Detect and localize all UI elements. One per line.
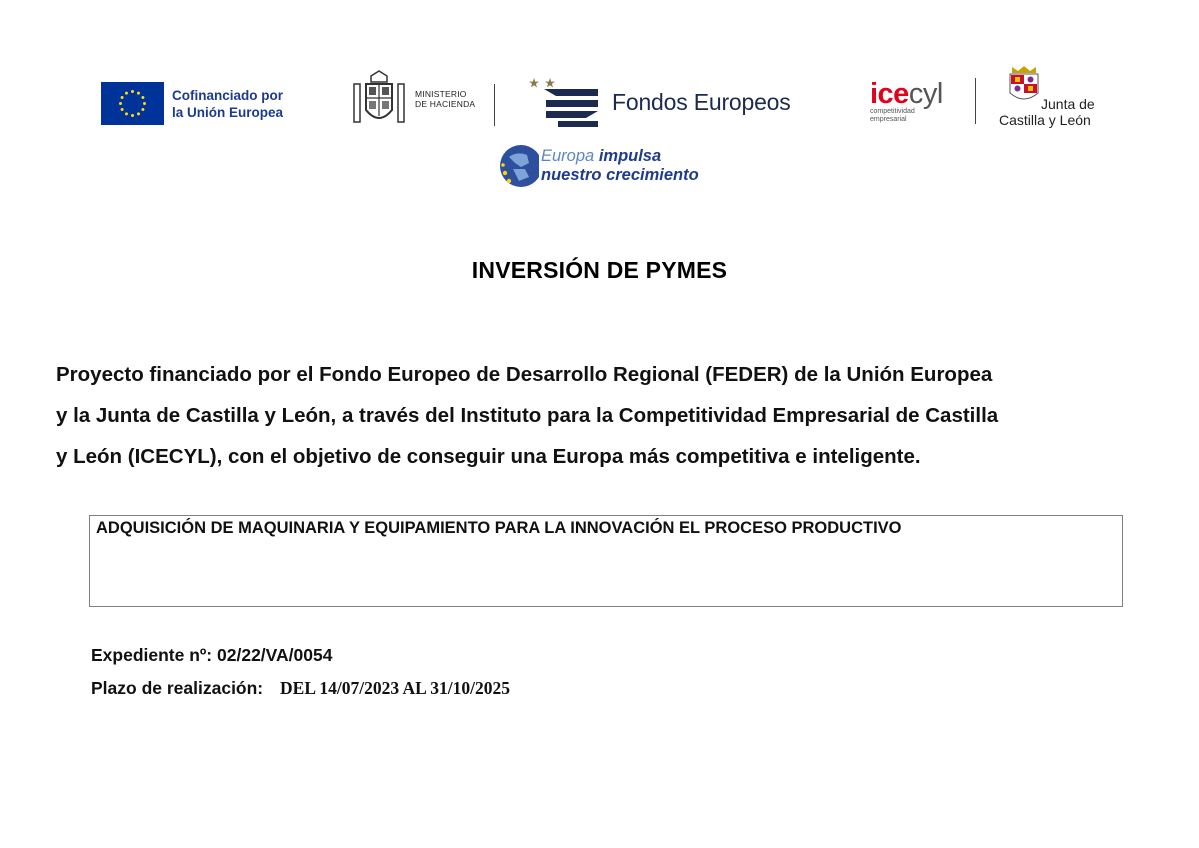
europa-word2: impulsa: [598, 147, 662, 165]
expediente-row: [91, 645, 332, 666]
project-description-box: [89, 515, 1123, 607]
fondos-europeos-icon: [528, 76, 600, 128]
page-title: INVERSIÓN DE PYMES: [471, 257, 728, 283]
icecyl-sub1: competitividad: [870, 108, 915, 115]
logo-divider-2: [975, 78, 976, 124]
icecyl-word-gray: cyl: [908, 78, 943, 110]
funding-line-1: Proyecto financiado por el Fondo Europeo de Desarrollo Regional (FEDER) de la Unión Europea: [56, 363, 993, 386]
junta-line2: Castilla y León: [999, 112, 1091, 128]
plazo-value: DEL 14/07/2023 AL 31/10/2025: [280, 678, 510, 698]
fondos-europeos-text: Fondos Europeos: [612, 88, 791, 115]
europa-impulsa-text: [541, 147, 699, 185]
ministerio-text: [415, 89, 475, 109]
fondos-europeos-logo: [528, 76, 791, 128]
funding-statement: [56, 354, 1156, 477]
expediente-value: 02/22/VA/0054: [217, 645, 333, 665]
icecyl-logo: [870, 80, 943, 124]
expediente-label: Expediente nº:: [91, 645, 213, 665]
europa-globe-icon: [499, 139, 539, 193]
eu-logo-text: [172, 87, 283, 121]
funding-line-2: y la Junta de Castilla y León, a través del Instituto para la Competitividad Empresarial de Castilla: [56, 404, 999, 427]
ministerio-line2: DE HACIENDA: [415, 99, 476, 109]
project-description: ADQUISICIÓN DE MAQUINARIA Y EQUIPAMIENTO PARA LA INNOVACIÓN EL PROCESO PRODUCTIVO: [96, 519, 902, 537]
europa-line2: nuestro crecimiento: [541, 166, 699, 184]
spain-coat-of-arms-icon: [352, 70, 406, 128]
europa-word1: Europa: [541, 147, 595, 165]
eu-cofinanciado-logo: [101, 82, 283, 125]
ministerio-hacienda-logo: [352, 70, 475, 128]
ministerio-line1: MINISTERIO: [415, 89, 467, 99]
plazo-row: [91, 678, 510, 699]
castilla-leon-shield-icon: [1004, 65, 1044, 105]
plazo-label: Plazo de realización:: [91, 678, 264, 698]
icecyl-wordmark: [870, 80, 943, 108]
funding-line-3: y León (ICECYL), con el objetivo de conseguir una Europa más competitiva e inteligente.: [56, 445, 921, 468]
europa-impulsa-logo: [499, 139, 699, 193]
eu-logo-line2: la Unión Europea: [172, 104, 284, 120]
logo-divider: [494, 84, 495, 126]
icecyl-sub2: empresarial: [870, 116, 907, 123]
icecyl-word-red: ice: [870, 78, 909, 110]
eu-flag-icon: [101, 82, 164, 125]
junta-line1: Junta de: [1041, 96, 1095, 112]
eu-logo-line1: Cofinanciado por: [172, 87, 283, 103]
